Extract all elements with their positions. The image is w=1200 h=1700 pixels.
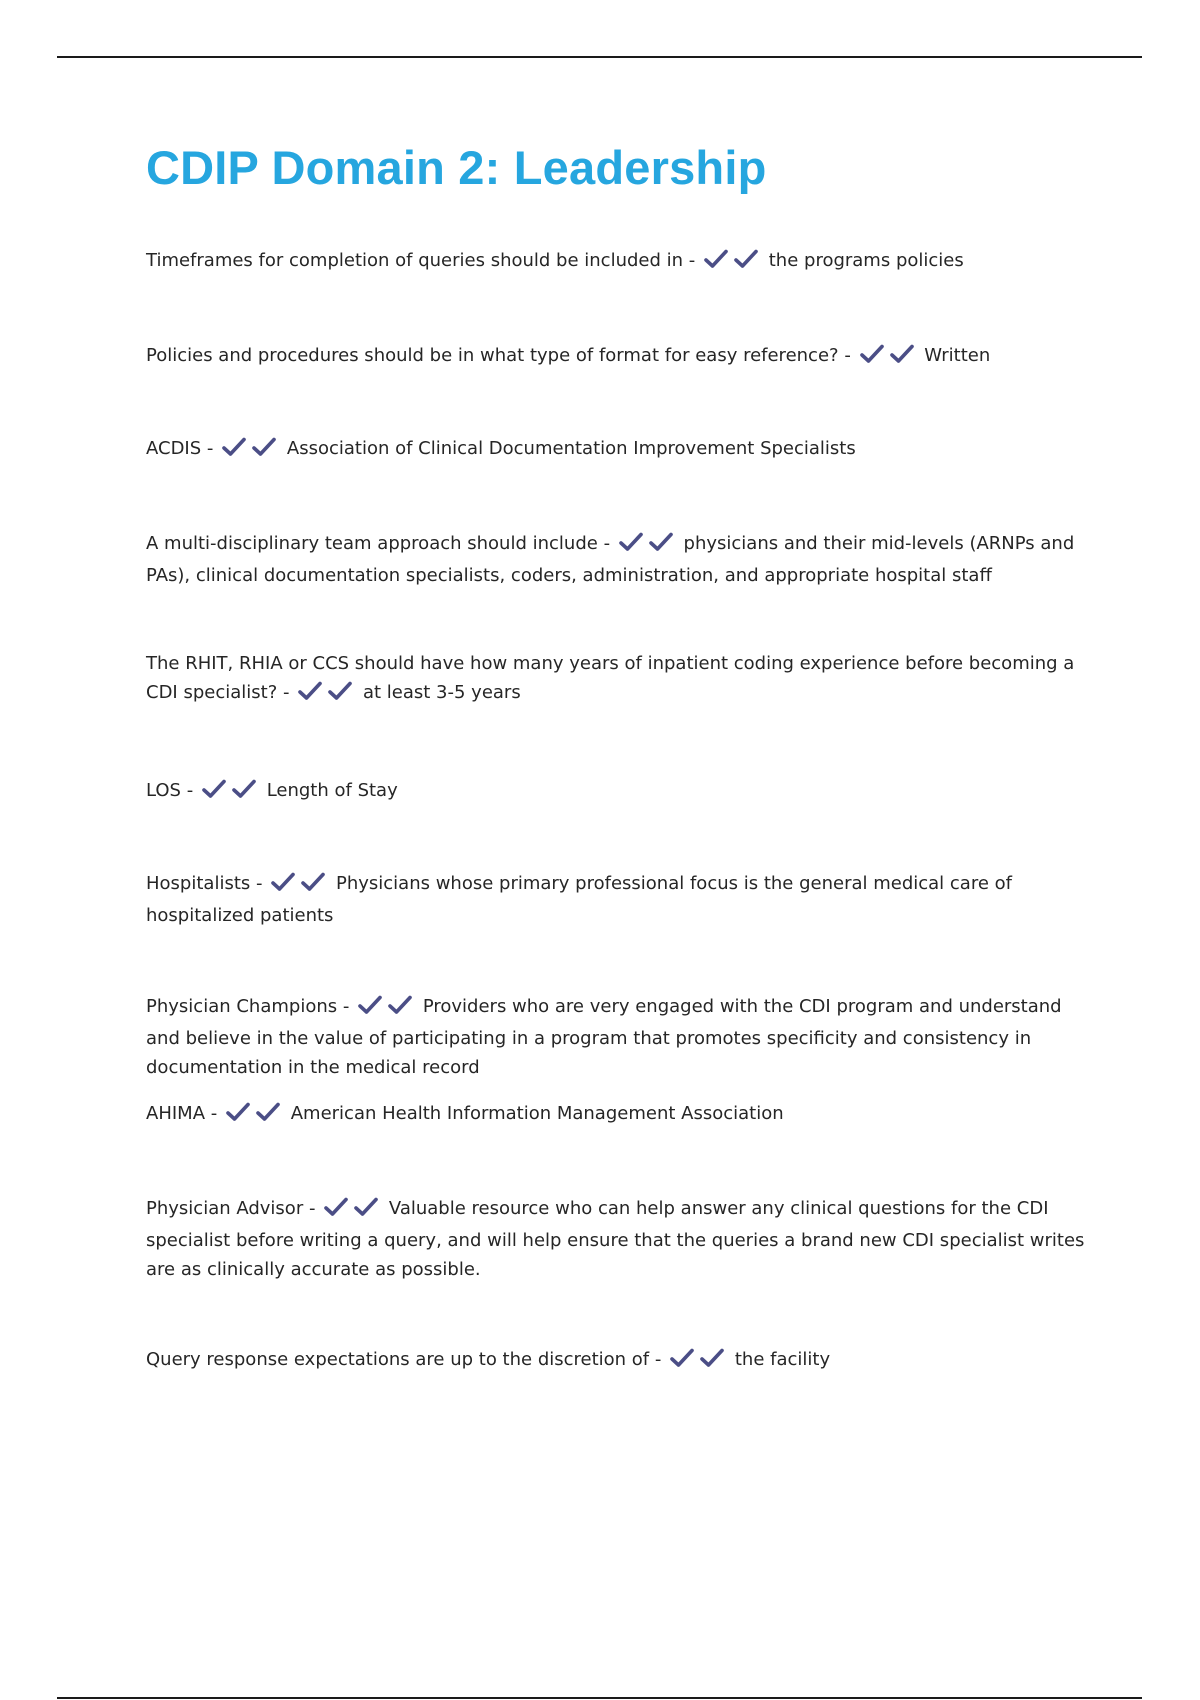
check-icon — [252, 437, 276, 457]
check-icon — [619, 532, 643, 552]
check-icon — [324, 1197, 348, 1217]
separator: - — [603, 533, 611, 554]
qa-item — [146, 869, 1096, 930]
qa-item — [146, 341, 1096, 373]
question-text: Query response expectations are up to the discretion of — [146, 1349, 650, 1370]
question-text: Timeframes for completion of queries should be included in — [146, 250, 684, 271]
check-icon — [649, 532, 673, 552]
double-check-icon — [619, 532, 675, 561]
answer-text: Association of Clinical Documentation Improvement Specialists — [286, 438, 856, 459]
separator: - — [256, 873, 263, 894]
qa-item — [146, 1194, 1096, 1284]
answer-text: Written — [924, 345, 991, 366]
check-icon — [860, 344, 884, 364]
double-check-icon — [670, 1348, 726, 1377]
check-icon — [298, 681, 322, 701]
separator: - — [210, 1103, 218, 1124]
top-rule — [57, 56, 1142, 58]
check-icon — [271, 872, 295, 892]
check-icon — [256, 1102, 280, 1122]
answer-text: the programs policies — [768, 250, 964, 271]
answer-text: physicians and their mid-levels (ARNPs and PAs), clinical documentation specialists, coders, administration, and appropriate hospital staff — [146, 533, 1075, 586]
separator: - — [186, 780, 194, 801]
double-check-icon — [298, 681, 354, 710]
check-icon — [890, 344, 914, 364]
check-icon — [222, 437, 246, 457]
double-check-icon — [860, 344, 916, 373]
answer-text: American Health Information Management Association — [290, 1103, 784, 1124]
check-icon — [388, 995, 412, 1015]
check-icon — [226, 1102, 250, 1122]
double-check-icon — [222, 437, 278, 466]
question-text: AHIMA — [146, 1103, 206, 1124]
question-text: Physician Advisor — [146, 1198, 304, 1219]
double-check-icon — [226, 1102, 282, 1131]
question-text: ACDIS — [146, 438, 202, 459]
qa-item — [146, 1099, 1096, 1131]
check-icon — [301, 872, 325, 892]
answer-text: Physicians whose primary professional focus is the general medical care of hospitalized patients — [146, 873, 1012, 926]
double-check-icon — [324, 1197, 380, 1226]
question-text: LOS — [146, 780, 181, 801]
qa-item — [146, 529, 1096, 590]
page-title: CDIP Domain 2: Leadership — [146, 141, 767, 194]
check-icon — [670, 1348, 694, 1368]
answer-text: at least 3-5 years — [362, 682, 521, 703]
separator: - — [688, 250, 696, 271]
question-text: Policies and procedures should be in what type of format for easy reference? — [146, 345, 839, 366]
qa-item — [146, 1345, 1096, 1377]
bottom-rule — [57, 1697, 1142, 1699]
qa-item — [146, 992, 1096, 1082]
check-icon — [328, 681, 352, 701]
double-check-icon — [202, 779, 258, 808]
separator: - — [283, 682, 290, 703]
check-icon — [704, 249, 728, 269]
separator: - — [342, 996, 350, 1017]
answer-text: Providers who are very engaged with the CDI program and understand and believe in the value of participating in a program that promotes specificity and consistency in documentation in the medical record — [146, 996, 1062, 1078]
separator: - — [308, 1198, 316, 1219]
qa-item — [146, 649, 1096, 710]
question-text: Physician Champions — [146, 996, 338, 1017]
question-text: The RHIT, RHIA or CCS should have how many years of inpatient coding experience before becoming a CDI specialist? — [146, 653, 1075, 703]
check-icon — [232, 779, 256, 799]
qa-item — [146, 246, 1096, 278]
double-check-icon — [358, 995, 414, 1024]
double-check-icon — [704, 249, 760, 278]
check-icon — [700, 1348, 724, 1368]
answer-text: Valuable resource who can help answer any clinical questions for the CDI specialist before writing a query, and will help ensure that the queries a brand new CDI specialist writes are as clinically accurate as possible. — [146, 1198, 1085, 1280]
check-icon — [358, 995, 382, 1015]
check-icon — [202, 779, 226, 799]
question-text: A multi-disciplinary team approach should include — [146, 533, 598, 554]
check-icon — [734, 249, 758, 269]
question-text: Hospitalists — [146, 873, 251, 894]
answer-text: Length of Stay — [266, 780, 398, 801]
check-icon — [354, 1197, 378, 1217]
separator: - — [206, 438, 214, 459]
qa-item — [146, 776, 1096, 808]
qa-item — [146, 434, 1096, 466]
separator: - — [654, 1349, 662, 1370]
answer-text: the facility — [734, 1349, 831, 1370]
double-check-icon — [271, 872, 327, 901]
separator: - — [844, 345, 851, 366]
